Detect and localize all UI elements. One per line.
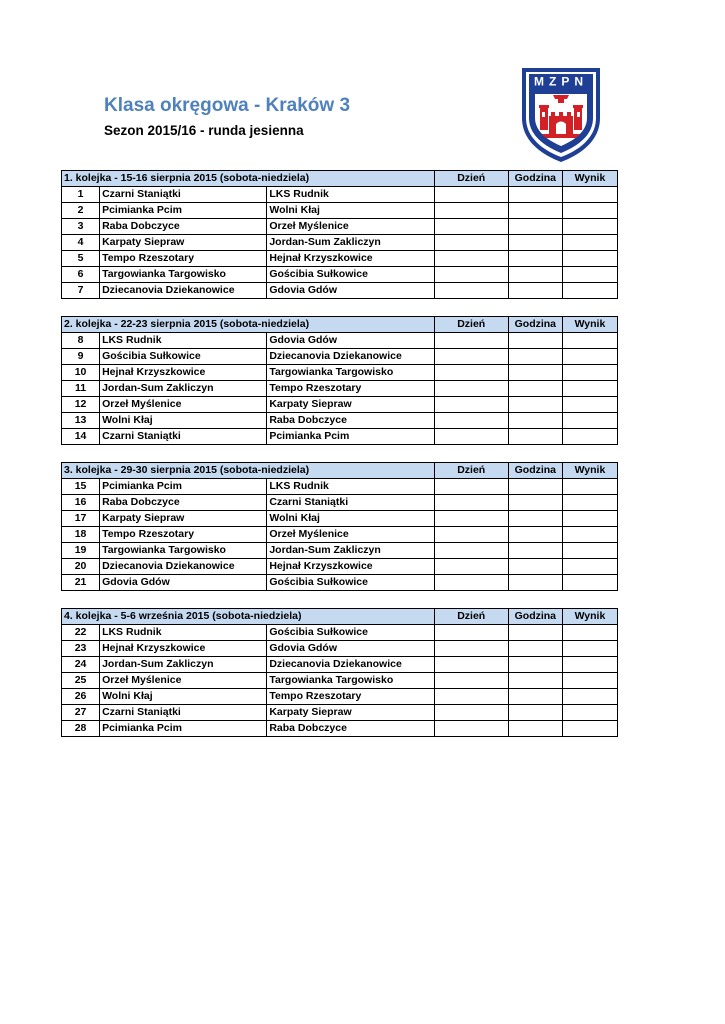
result-cell[interactable] bbox=[562, 575, 617, 591]
away-team: Targowianka Targowisko bbox=[267, 365, 434, 381]
result-cell[interactable] bbox=[562, 657, 617, 673]
time-cell[interactable] bbox=[508, 413, 562, 429]
round-header-row bbox=[62, 317, 618, 333]
result-cell[interactable] bbox=[562, 705, 617, 721]
away-team: Pcimianka Pcim bbox=[267, 429, 434, 445]
column-day: Dzień bbox=[434, 463, 508, 479]
column-time: Godzina bbox=[508, 609, 562, 625]
day-cell[interactable] bbox=[434, 625, 508, 641]
away-team: Karpaty Siepraw bbox=[267, 705, 434, 721]
day-cell[interactable] bbox=[434, 495, 508, 511]
day-cell[interactable] bbox=[434, 219, 508, 235]
table-row bbox=[62, 527, 618, 543]
day-cell[interactable] bbox=[434, 429, 508, 445]
result-cell[interactable] bbox=[562, 413, 617, 429]
away-team: Gościbia Sułkowice bbox=[267, 575, 434, 591]
time-cell[interactable] bbox=[508, 397, 562, 413]
result-cell[interactable] bbox=[562, 559, 617, 575]
time-cell[interactable] bbox=[508, 575, 562, 591]
match-number: 16 bbox=[62, 495, 100, 511]
table-row bbox=[62, 705, 618, 721]
away-team: Wolni Kłaj bbox=[267, 511, 434, 527]
page-title: Klasa okręgowa - Kraków 3 bbox=[104, 95, 351, 116]
away-team: Targowianka Targowisko bbox=[267, 673, 434, 689]
day-cell[interactable] bbox=[434, 283, 508, 299]
day-cell[interactable] bbox=[434, 559, 508, 575]
day-cell[interactable] bbox=[434, 705, 508, 721]
time-cell[interactable] bbox=[508, 721, 562, 737]
away-team: Dziecanovia Dziekanowice bbox=[267, 349, 434, 365]
home-team: Targowianka Targowisko bbox=[100, 543, 267, 559]
result-cell[interactable] bbox=[562, 283, 617, 299]
column-result: Wynik bbox=[562, 463, 617, 479]
match-number: 8 bbox=[62, 333, 100, 349]
day-cell[interactable] bbox=[434, 365, 508, 381]
match-number: 26 bbox=[62, 689, 100, 705]
result-cell[interactable] bbox=[562, 397, 617, 413]
day-cell[interactable] bbox=[434, 641, 508, 657]
home-team: Hejnał Krzyszkowice bbox=[100, 365, 267, 381]
round-table bbox=[61, 462, 618, 591]
round-header-row bbox=[62, 463, 618, 479]
table-row bbox=[62, 365, 618, 381]
away-team: Wolni Kłaj bbox=[267, 203, 434, 219]
day-cell[interactable] bbox=[434, 333, 508, 349]
result-cell[interactable] bbox=[562, 527, 617, 543]
day-cell[interactable] bbox=[434, 673, 508, 689]
column-day: Dzień bbox=[434, 171, 508, 187]
column-result: Wynik bbox=[562, 317, 617, 333]
result-cell[interactable] bbox=[562, 511, 617, 527]
time-cell[interactable] bbox=[508, 381, 562, 397]
away-team: LKS Rudnik bbox=[267, 479, 434, 495]
round-header-row bbox=[62, 609, 618, 625]
away-team: Gdovia Gdów bbox=[267, 333, 434, 349]
away-team: Hejnał Krzyszkowice bbox=[267, 251, 434, 267]
time-cell[interactable] bbox=[508, 479, 562, 495]
table-row bbox=[62, 283, 618, 299]
round-heading: 3. kolejka - 29-30 sierpnia 2015 (sobota-niedziela) bbox=[62, 463, 435, 479]
time-cell[interactable] bbox=[508, 527, 562, 543]
home-team: Hejnał Krzyszkowice bbox=[100, 641, 267, 657]
home-team: Pcimianka Pcim bbox=[100, 203, 267, 219]
column-result: Wynik bbox=[562, 171, 617, 187]
result-cell[interactable] bbox=[562, 689, 617, 705]
table-row bbox=[62, 203, 618, 219]
table-row bbox=[62, 251, 618, 267]
home-team: Czarni Staniątki bbox=[100, 429, 267, 445]
day-cell[interactable] bbox=[434, 657, 508, 673]
time-cell[interactable] bbox=[508, 641, 562, 657]
match-number: 6 bbox=[62, 267, 100, 283]
column-time: Godzina bbox=[508, 463, 562, 479]
table-row bbox=[62, 219, 618, 235]
column-day: Dzień bbox=[434, 317, 508, 333]
match-number: 21 bbox=[62, 575, 100, 591]
home-team: Wolni Kłaj bbox=[100, 689, 267, 705]
time-cell[interactable] bbox=[508, 625, 562, 641]
day-cell[interactable] bbox=[434, 397, 508, 413]
home-team: LKS Rudnik bbox=[100, 625, 267, 641]
match-number: 17 bbox=[62, 511, 100, 527]
day-cell[interactable] bbox=[434, 381, 508, 397]
match-number: 22 bbox=[62, 625, 100, 641]
match-number: 7 bbox=[62, 283, 100, 299]
result-cell[interactable] bbox=[562, 187, 617, 203]
time-cell[interactable] bbox=[508, 235, 562, 251]
page-subtitle: Sezon 2015/16 - runda jesienna bbox=[104, 123, 304, 138]
table-row bbox=[62, 479, 618, 495]
day-cell[interactable] bbox=[434, 543, 508, 559]
result-cell[interactable] bbox=[562, 625, 617, 641]
table-row bbox=[62, 187, 618, 203]
home-team: Czarni Staniątki bbox=[100, 187, 267, 203]
away-team: Jordan-Sum Zakliczyn bbox=[267, 543, 434, 559]
day-cell[interactable] bbox=[434, 479, 508, 495]
away-team: Czarni Staniątki bbox=[267, 495, 434, 511]
time-cell[interactable] bbox=[508, 187, 562, 203]
match-number: 28 bbox=[62, 721, 100, 737]
result-cell[interactable] bbox=[562, 673, 617, 689]
time-cell[interactable] bbox=[508, 203, 562, 219]
table-row bbox=[62, 429, 618, 445]
round-heading: 4. kolejka - 5-6 września 2015 (sobota-niedziela) bbox=[62, 609, 435, 625]
table-row bbox=[62, 543, 618, 559]
day-cell[interactable] bbox=[434, 689, 508, 705]
time-cell[interactable] bbox=[508, 251, 562, 267]
match-number: 1 bbox=[62, 187, 100, 203]
home-team: LKS Rudnik bbox=[100, 333, 267, 349]
table-row bbox=[62, 721, 618, 737]
home-team: Czarni Staniątki bbox=[100, 705, 267, 721]
home-team: Dziecanovia Dziekanowice bbox=[100, 559, 267, 575]
result-cell[interactable] bbox=[562, 251, 617, 267]
time-cell[interactable] bbox=[508, 559, 562, 575]
time-cell[interactable] bbox=[508, 543, 562, 559]
result-cell[interactable] bbox=[562, 267, 617, 283]
home-team: Tempo Rzeszotary bbox=[100, 251, 267, 267]
time-cell[interactable] bbox=[508, 673, 562, 689]
away-team: Tempo Rzeszotary bbox=[267, 381, 434, 397]
table-row bbox=[62, 413, 618, 429]
home-team: Raba Dobczyce bbox=[100, 495, 267, 511]
time-cell[interactable] bbox=[508, 689, 562, 705]
match-number: 5 bbox=[62, 251, 100, 267]
result-cell[interactable] bbox=[562, 365, 617, 381]
away-team: Dziecanovia Dziekanowice bbox=[267, 657, 434, 673]
result-cell[interactable] bbox=[562, 479, 617, 495]
table-row bbox=[62, 657, 618, 673]
round-table bbox=[61, 608, 618, 737]
home-team: Jordan-Sum Zakliczyn bbox=[100, 657, 267, 673]
time-cell[interactable] bbox=[508, 511, 562, 527]
away-team: Gdovia Gdów bbox=[267, 283, 434, 299]
column-time: Godzina bbox=[508, 171, 562, 187]
day-cell[interactable] bbox=[434, 413, 508, 429]
round-header-row bbox=[62, 171, 618, 187]
column-time: Godzina bbox=[508, 317, 562, 333]
table-row bbox=[62, 349, 618, 365]
away-team: Raba Dobczyce bbox=[267, 413, 434, 429]
day-cell[interactable] bbox=[434, 267, 508, 283]
day-cell[interactable] bbox=[434, 235, 508, 251]
away-team: Gościbia Sułkowice bbox=[267, 267, 434, 283]
home-team: Gościbia Sułkowice bbox=[100, 349, 267, 365]
table-row bbox=[62, 381, 618, 397]
result-cell[interactable] bbox=[562, 349, 617, 365]
time-cell[interactable] bbox=[508, 365, 562, 381]
match-number: 12 bbox=[62, 397, 100, 413]
time-cell[interactable] bbox=[508, 657, 562, 673]
table-row bbox=[62, 689, 618, 705]
result-cell[interactable] bbox=[562, 219, 617, 235]
home-team: Karpaty Siepraw bbox=[100, 235, 267, 251]
match-number: 3 bbox=[62, 219, 100, 235]
away-team: Raba Dobczyce bbox=[267, 721, 434, 737]
result-cell[interactable] bbox=[562, 495, 617, 511]
logo-text: MZPN bbox=[534, 74, 588, 89]
result-cell[interactable] bbox=[562, 543, 617, 559]
match-number: 10 bbox=[62, 365, 100, 381]
result-cell[interactable] bbox=[562, 429, 617, 445]
round-table bbox=[61, 316, 618, 445]
match-number: 18 bbox=[62, 527, 100, 543]
column-result: Wynik bbox=[562, 609, 617, 625]
table-row bbox=[62, 333, 618, 349]
match-number: 23 bbox=[62, 641, 100, 657]
away-team: Tempo Rzeszotary bbox=[267, 689, 434, 705]
table-row bbox=[62, 397, 618, 413]
table-row bbox=[62, 267, 618, 283]
match-number: 13 bbox=[62, 413, 100, 429]
day-cell[interactable] bbox=[434, 349, 508, 365]
time-cell[interactable] bbox=[508, 219, 562, 235]
result-cell[interactable] bbox=[562, 333, 617, 349]
table-row bbox=[62, 511, 618, 527]
time-cell[interactable] bbox=[508, 349, 562, 365]
match-number: 15 bbox=[62, 479, 100, 495]
table-row bbox=[62, 559, 618, 575]
home-team: Raba Dobczyce bbox=[100, 219, 267, 235]
day-cell[interactable] bbox=[434, 511, 508, 527]
home-team: Karpaty Siepraw bbox=[100, 511, 267, 527]
result-cell[interactable] bbox=[562, 381, 617, 397]
table-row bbox=[62, 495, 618, 511]
match-number: 14 bbox=[62, 429, 100, 445]
away-team: Orzeł Myślenice bbox=[267, 527, 434, 543]
day-cell[interactable] bbox=[434, 527, 508, 543]
match-number: 19 bbox=[62, 543, 100, 559]
time-cell[interactable] bbox=[508, 429, 562, 445]
day-cell[interactable] bbox=[434, 575, 508, 591]
mzpn-logo bbox=[518, 66, 604, 164]
home-team: Pcimianka Pcim bbox=[100, 721, 267, 737]
home-team: Jordan-Sum Zakliczyn bbox=[100, 381, 267, 397]
result-cell[interactable] bbox=[562, 203, 617, 219]
match-number: 4 bbox=[62, 235, 100, 251]
home-team: Pcimianka Pcim bbox=[100, 479, 267, 495]
time-cell[interactable] bbox=[508, 333, 562, 349]
result-cell[interactable] bbox=[562, 641, 617, 657]
home-team: Gdovia Gdów bbox=[100, 575, 267, 591]
match-number: 27 bbox=[62, 705, 100, 721]
away-team: Gdovia Gdów bbox=[267, 641, 434, 657]
day-cell[interactable] bbox=[434, 203, 508, 219]
column-day: Dzień bbox=[434, 609, 508, 625]
home-team: Tempo Rzeszotary bbox=[100, 527, 267, 543]
match-number: 25 bbox=[62, 673, 100, 689]
match-number: 9 bbox=[62, 349, 100, 365]
result-cell[interactable] bbox=[562, 235, 617, 251]
table-row bbox=[62, 641, 618, 657]
match-number: 2 bbox=[62, 203, 100, 219]
away-team: Karpaty Siepraw bbox=[267, 397, 434, 413]
result-cell[interactable] bbox=[562, 721, 617, 737]
round-heading: 1. kolejka - 15-16 sierpnia 2015 (sobota-niedziela) bbox=[62, 171, 435, 187]
table-row bbox=[62, 575, 618, 591]
table-row bbox=[62, 235, 618, 251]
time-cell[interactable] bbox=[508, 705, 562, 721]
day-cell[interactable] bbox=[434, 251, 508, 267]
away-team: Hejnał Krzyszkowice bbox=[267, 559, 434, 575]
time-cell[interactable] bbox=[508, 495, 562, 511]
time-cell[interactable] bbox=[508, 283, 562, 299]
home-team: Targowianka Targowisko bbox=[100, 267, 267, 283]
away-team: Orzeł Myślenice bbox=[267, 219, 434, 235]
away-team: Gościbia Sułkowice bbox=[267, 625, 434, 641]
home-team: Orzeł Myślenice bbox=[100, 673, 267, 689]
away-team: Jordan-Sum Zakliczyn bbox=[267, 235, 434, 251]
day-cell[interactable] bbox=[434, 187, 508, 203]
round-heading: 2. kolejka - 22-23 sierpnia 2015 (sobota-niedziela) bbox=[62, 317, 435, 333]
home-team: Orzeł Myślenice bbox=[100, 397, 267, 413]
round-table bbox=[61, 170, 618, 299]
table-row bbox=[62, 673, 618, 689]
away-team: LKS Rudnik bbox=[267, 187, 434, 203]
table-row bbox=[62, 625, 618, 641]
home-team: Dziecanovia Dziekanowice bbox=[100, 283, 267, 299]
day-cell[interactable] bbox=[434, 721, 508, 737]
match-number: 24 bbox=[62, 657, 100, 673]
match-number: 11 bbox=[62, 381, 100, 397]
time-cell[interactable] bbox=[508, 267, 562, 283]
match-number: 20 bbox=[62, 559, 100, 575]
home-team: Wolni Kłaj bbox=[100, 413, 267, 429]
